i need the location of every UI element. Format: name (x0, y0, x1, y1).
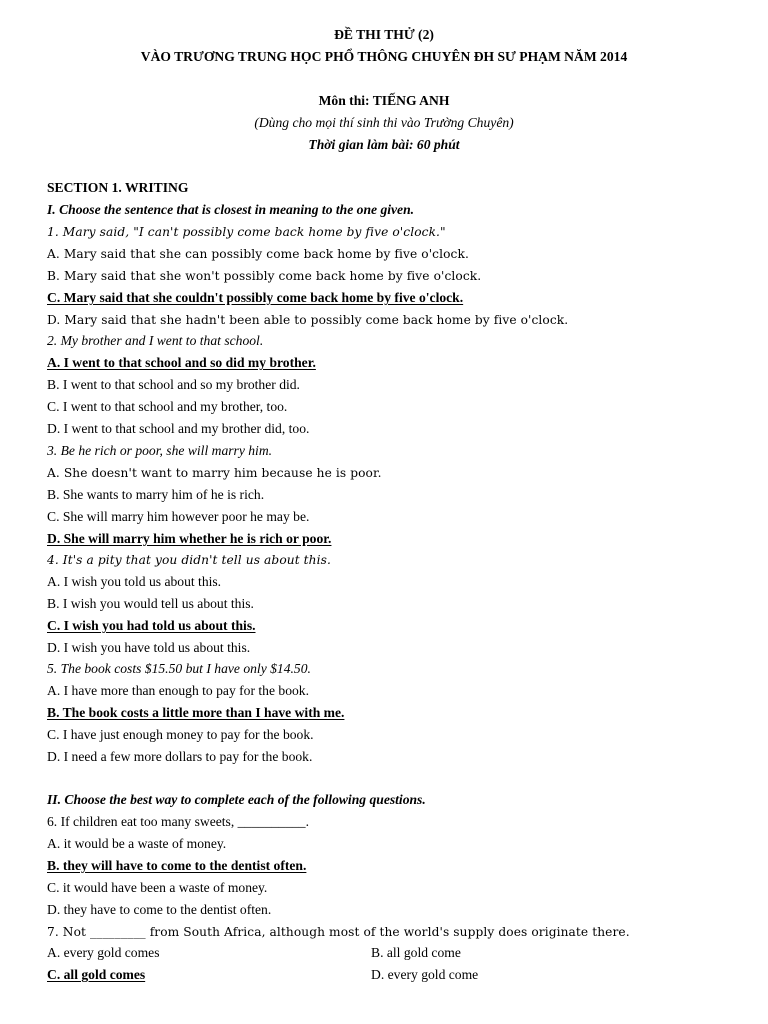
question-6-option-c: C. it would have been a waste of money. (47, 880, 268, 895)
question-3-option-c: C. She will marry him however poor he may be. (47, 509, 310, 524)
time-limit: Thời gian làm bài: 60 phút (308, 137, 460, 152)
question-3-option-d: D. She will marry him whether he is rich or poor. (47, 531, 332, 546)
question-6-stem: 6. If children eat too many sweets, __________. (47, 814, 309, 829)
question-4-stem: 4. It's a pity that you didn't tell us about this. (47, 553, 331, 567)
question-4-option-a: A. I wish you told us about this. (47, 574, 222, 589)
question-2-stem: 2. My brother and I went to that school. (47, 333, 264, 348)
question-7-option-c: C. all gold comes (47, 967, 146, 982)
section-heading: SECTION 1. WRITING (47, 180, 189, 195)
question-7-option-d: D. every gold come (371, 967, 479, 982)
question-1-option-c: C. Mary said that she couldn't possibly come back home by five o'clock. (47, 290, 464, 305)
question-3-stem: 3. Be he rich or poor, she will marry him. (47, 443, 273, 458)
question-1-option-b: B. Mary said that she won't possibly come back home by five o'clock. (47, 269, 482, 283)
question-5-option-b: B. The book costs a little more than I have with me. (47, 705, 345, 720)
question-5-stem: 5. The book costs $15.50 but I have only $14.50. (47, 661, 311, 676)
question-5-option-c: C. I have just enough money to pay for the book. (47, 727, 314, 742)
question-5-option-d: D. I need a few more dollars to pay for the book. (47, 749, 313, 764)
question-6-option-a: A. it would be a waste of money. (47, 836, 227, 851)
question-6-option-d: D. they have to come to the dentist often. (47, 902, 272, 917)
question-4-option-d: D. I wish you have told us about this. (47, 640, 251, 655)
question-4-option-b: B. I wish you would tell us about this. (47, 596, 254, 611)
question-2-option-d: D. I went to that school and my brother did, too. (47, 421, 310, 436)
question-2-option-b: B. I went to that school and so my brother did. (47, 377, 300, 392)
question-6-option-b: B. they will have to come to the dentist often. (47, 858, 307, 873)
question-1-option-a: A. Mary said that she can possibly come back home by five o'clock. (47, 247, 469, 261)
question-1-option-d: D. Mary said that she hadn't been able to possibly come back home by five o'clock. (47, 313, 569, 327)
part2-instruction: II. Choose the best way to complete each of the following questions. (47, 792, 426, 807)
question-5-option-a: A. I have more than enough to pay for the book. (47, 683, 309, 698)
subject-line: Môn thi: TIẾNG ANH (318, 93, 450, 108)
question-7-option-b: B. all gold come (371, 945, 461, 960)
exam-subtitle: VÀO TRƯƠNG TRUNG HỌC PHỔ THÔNG CHUYÊN ĐH SƯ PHẠM NĂM 2014 (140, 49, 628, 64)
audience-note: (Dùng cho mọi thí sinh thi vào Trường Chuyên) (254, 115, 514, 130)
question-4-option-c: C. I wish you had told us about this. (47, 618, 256, 633)
question-7-stem: 7. Not _________ from South Africa, although most of the world's supply does originate there. (47, 925, 630, 939)
question-2-option-c: C. I went to that school and my brother, too. (47, 399, 288, 414)
exam-title: ĐỀ THI THỬ (2) (334, 27, 434, 42)
question-2-option-a: A. I went to that school and so did my brother. (47, 355, 316, 370)
question-3-option-a: A. She doesn't want to marry him because he is poor. (47, 466, 382, 480)
question-7-option-a: A. every gold comes (47, 945, 160, 960)
part1-instruction: I. Choose the sentence that is closest in meaning to the one given. (47, 202, 415, 217)
question-3-option-b: B. She wants to marry him of he is rich. (47, 487, 265, 502)
question-1-stem: 1. Mary said, "I can't possibly come back home by five o'clock." (47, 225, 446, 239)
